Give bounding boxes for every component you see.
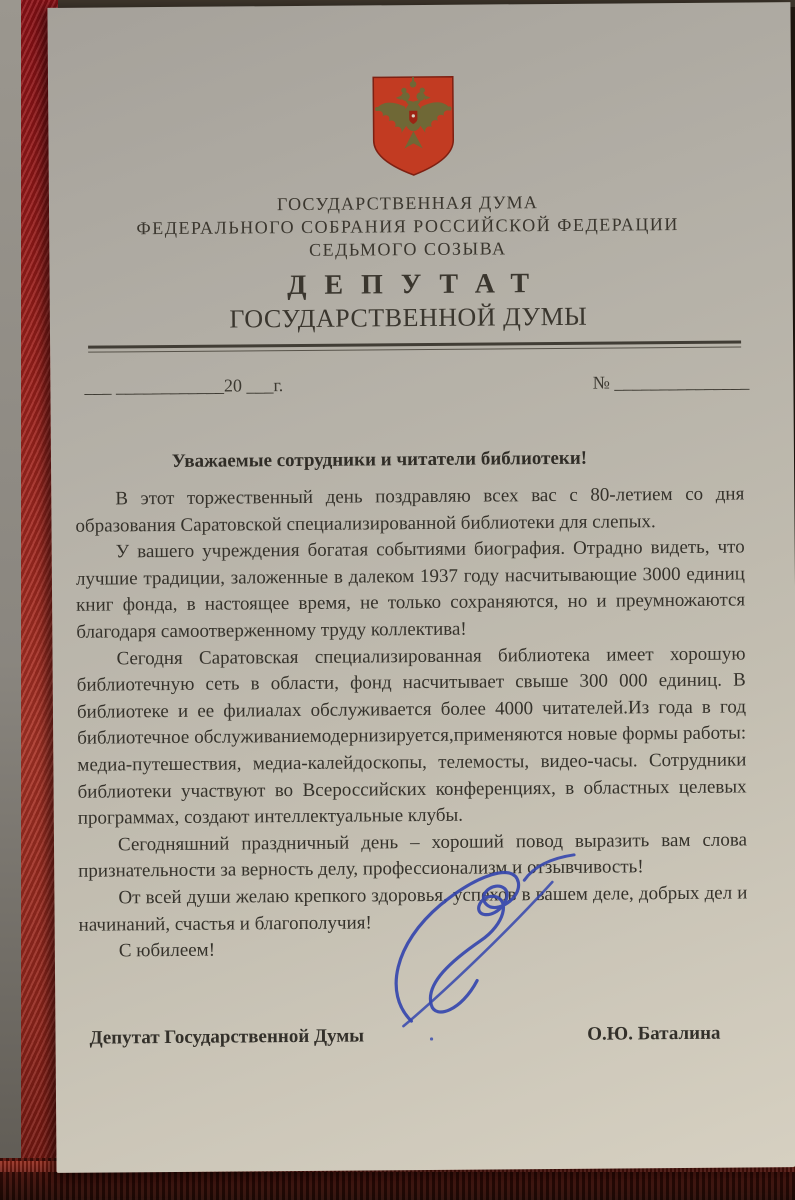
paragraph-1: В этот торжественный день поздравляю всех вас с 80-летием со дня образования Саратовской специализированной библиотеки для слепых. — [75, 483, 745, 537]
reference-row — [84, 371, 750, 397]
closing-line: С юбилеем! — [118, 939, 216, 962]
paragraph-2: У вашего учреждения богатая событиями биография. Отрадно видеть, что лучшие традиции, заложенные в далеком 1937 году насчитывающие 3000 единиц книг фонда, в настоящее время, не только сохраняются, но и преумножаются благодаря самоотверженному труду коллектива! — [75, 536, 746, 643]
post-title-deputy: ДЕПУТАТ — [287, 268, 548, 302]
letterhead-divider-rule — [88, 340, 741, 352]
letter-content — [47, 2, 795, 1173]
org-name-line2: ФЕДЕРАЛЬНОГО СОБРАНИЯ РОССИЙСКОЙ ФЕДЕРАЦИИ — [136, 213, 679, 239]
post-title-duma: ГОСУДАРСТВЕННОЙ ДУМЫ — [229, 301, 588, 334]
org-name-line3: СЕДЬМОГО СОЗЫВА — [309, 238, 507, 260]
letter-body — [75, 481, 748, 965]
signer-name: О.Ю. Баталина — [587, 1022, 721, 1045]
paragraph-3: Сегодня Саратовская специализированная библиотека имеет хорошую библиотечную сеть в области, фонд насчитывает свыше 300 000 единиц. В библиотеке и ее филиалах обслуживается более 4000 читателей.Из года в год библиотечное обслуживаниемодернизируется,применяются новые формы работы: медиа-путешествия, медиа-калейдоскопы, телемосты, видео-часы. Сотрудники библиотеки участвуют во Всероссийских конференциях, в областных целевых программах, создают интеллектуальные клубы. — [76, 643, 747, 829]
salutation-line: Уважаемые сотрудники и читатели библиотеки! — [171, 447, 588, 472]
paragraph-5: От всей души желаю крепкого здоровья, успехов в вашем деле, добрых дел и начинаний, счастья и благополучия! — [78, 882, 748, 936]
letter-document — [47, 2, 795, 1173]
date-blank-line: ___ ____________20 ___г. — [84, 375, 284, 397]
org-name-line1: ГОСУДАРСТВЕННАЯ ДУМА — [276, 192, 539, 215]
russia-coat-of-arms-icon — [369, 75, 456, 183]
signature-row — [89, 1022, 720, 1049]
number-blank-line: № _______________ — [592, 371, 750, 393]
paragraph-4: Сегодняшний праздничный день – хороший повод выразить вам слова признательности за верность делу, профессионализм и отзывчивость! — [78, 829, 748, 883]
signer-position-title: Депутат Государственной Думы — [89, 1025, 365, 1049]
